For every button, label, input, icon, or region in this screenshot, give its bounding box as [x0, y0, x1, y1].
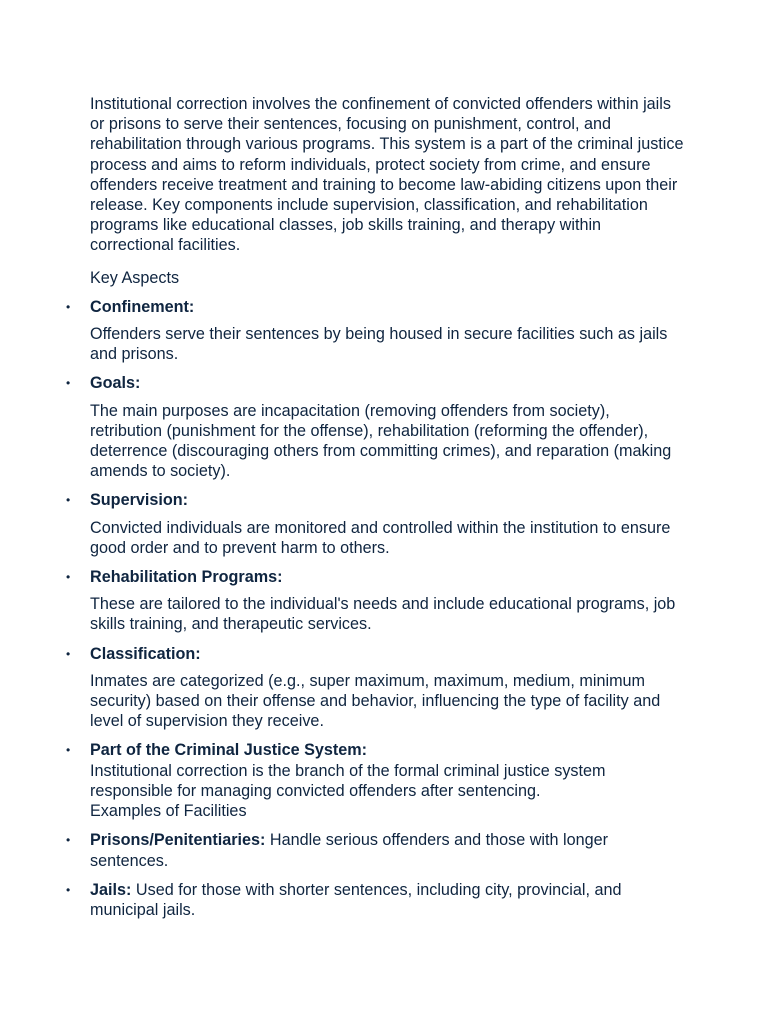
bullet-icon: •	[66, 646, 71, 661]
item-title: Prisons/Penitentiaries:	[90, 831, 266, 850]
bullet-icon: •	[66, 299, 71, 314]
facilities-list	[66, 830, 684, 920]
item-title: Goals:	[90, 374, 141, 393]
item-description: Used for those with shorter sentences, including city, provincial, and municipal jails.	[90, 880, 622, 919]
list-item-goals	[66, 373, 684, 481]
list-item-confinement	[66, 297, 684, 365]
bullet-icon: •	[66, 493, 71, 508]
item-description: Convicted individuals are monitored and controlled within the institution to ensure good order and to prevent harm to others.	[90, 518, 671, 557]
item-title: Supervision:	[90, 491, 189, 510]
bullet-icon: •	[66, 743, 71, 758]
item-title: Jails:	[90, 880, 132, 899]
facilities-heading: Examples of Facilities	[90, 802, 247, 821]
item-description: These are tailored to the individual's needs and include educational programs, job skills training, and therapeutic services.	[90, 595, 676, 634]
bullet-icon: •	[66, 833, 71, 848]
list-item-criminal-justice-system	[66, 740, 684, 821]
key-aspects-heading: Key Aspects	[90, 268, 180, 287]
item-title: Confinement:	[90, 297, 195, 316]
list-item-prisons	[66, 830, 684, 870]
item-description: Offenders serve their sentences by being housed in secure facilities such as jails and prisons.	[90, 325, 668, 364]
document-content	[66, 94, 684, 920]
bullet-icon: •	[66, 376, 71, 391]
list-item-rehabilitation-programs	[66, 567, 684, 635]
item-text	[90, 830, 684, 870]
item-description: Handle serious offenders and those with longer sentences.	[90, 831, 608, 870]
item-text	[90, 880, 684, 920]
list-item-jails	[66, 880, 684, 920]
intro-paragraph: Institutional correction involves the confinement of convicted offenders within jails or prisons to serve their sentences, focusing on punishment, control, and rehabilitation through various programs. This system is a part of the criminal justice process and aims to reform individuals, protect society from crime, and ensure offenders receive treatment and training to become law-abiding citizens upon their release. Key components include supervision, classification, and rehabilitation programs like educational classes, job skills training, and therapy within correctional facilities.	[90, 95, 684, 255]
item-description: The main purposes are incapacitation (removing offenders from society), retribution (punishment for the offense), rehabilitation (reforming the offender), deterrence (discouraging others from committing crimes), and reparation (making amends to society).	[90, 401, 672, 481]
item-description: Institutional correction is the branch of the formal criminal justice system responsible for managing convicted offenders after sentencing.	[90, 761, 606, 800]
item-title: Classification:	[90, 644, 201, 663]
bullet-icon: •	[66, 570, 71, 585]
list-item-supervision	[66, 490, 684, 558]
list-item-classification	[66, 644, 684, 732]
bullet-icon: •	[66, 882, 71, 897]
item-description: Inmates are categorized (e.g., super maximum, maximum, medium, minimum security) based on their offense and behavior, influencing the type of facility and level of supervision they receive.	[90, 671, 661, 731]
item-title: Rehabilitation Programs:	[90, 568, 283, 587]
item-title: Part of the Criminal Justice System:	[90, 741, 368, 760]
